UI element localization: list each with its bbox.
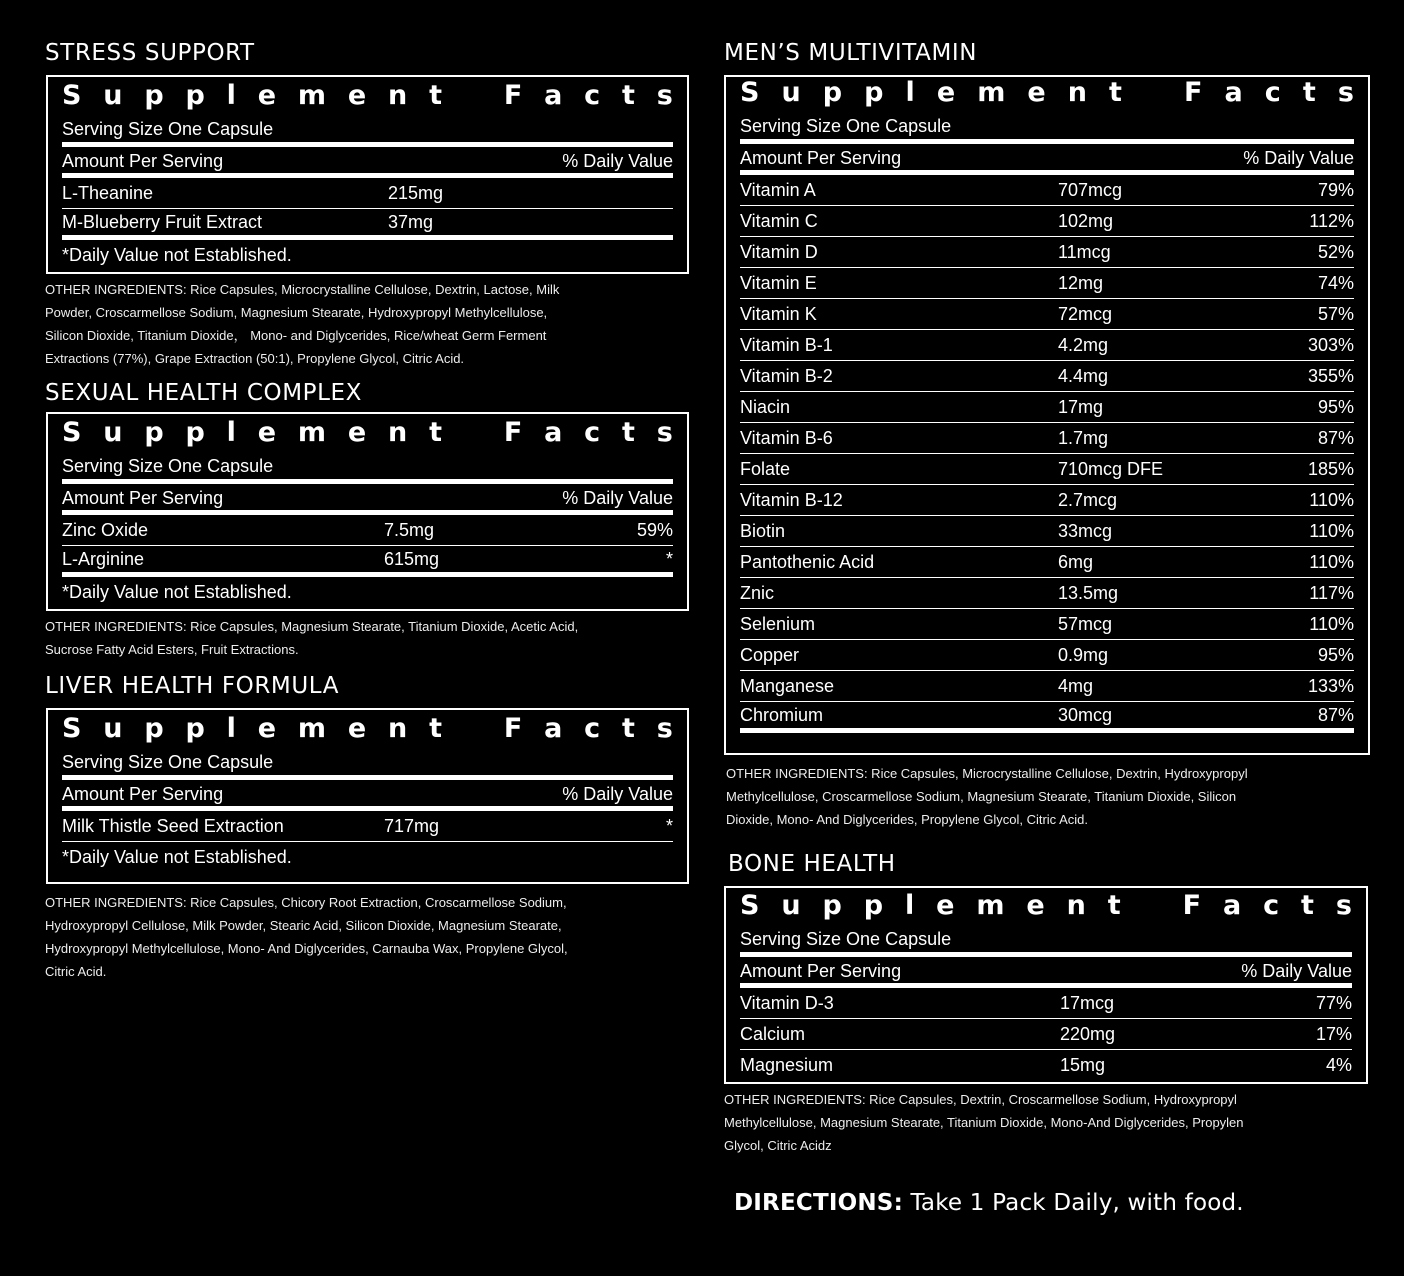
heading-letter: F [1184, 77, 1203, 108]
heading-letter: u [103, 417, 123, 448]
serving-size [62, 749, 673, 780]
nutrient-name: Zinc Oxide [62, 519, 149, 540]
section-title-liver-health: LIVER HEALTH FORMULA [45, 673, 340, 699]
nutrient-name: L-Arginine [62, 548, 145, 569]
heading-letter: e [936, 77, 956, 108]
nutrient-row [740, 516, 1354, 547]
heading-letter: t [1109, 77, 1122, 108]
nutrient-daily-value: 74% [1317, 272, 1354, 293]
ingredients-line: Sucrose Fatty Acid Esters, Fruit Extractions. [45, 642, 299, 657]
heading-letter: p [822, 77, 843, 108]
heading-letter: p [864, 77, 884, 108]
nutrient-name: Vitamin E [740, 272, 817, 293]
nutrient-amount: 7.5mg [384, 519, 435, 540]
heading-letter: n [388, 80, 408, 111]
nutrient-name: Calcium [740, 1023, 806, 1044]
heading-letter: l [226, 80, 236, 111]
nutrient-name: Vitamin A [740, 179, 816, 200]
nutrient-amount: 4.4mg [1058, 365, 1109, 386]
heading-letter: u [103, 80, 123, 111]
serving-size-text: Serving Size One Capsule [740, 115, 952, 136]
nutrient-daily-value: * [665, 548, 673, 569]
nutrient-daily-value: 110% [1309, 520, 1354, 541]
nutrient-daily-value: 355% [1307, 365, 1354, 386]
nutrient-name: Vitamin B-12 [740, 489, 843, 510]
supplement-facts-heading [740, 77, 1354, 108]
supplement-facts-mens [724, 75, 1370, 755]
heading-letter: e [257, 80, 277, 111]
supplement-facts-heading [62, 417, 673, 448]
nutrient-amount: 12mg [1058, 272, 1104, 293]
serving-size [62, 116, 673, 147]
heading-letter: s [656, 417, 673, 448]
amount-per-serving-label: Amount Per Serving [740, 147, 902, 168]
heading-letter: t [1107, 890, 1121, 921]
nutrient-row [740, 609, 1354, 640]
nutrient-name: Niacin [740, 396, 791, 417]
heading-letter: t [622, 80, 635, 111]
heading-letter: a [544, 417, 563, 448]
ingredients-line: OTHER INGREDIENTS: Rice Capsules, Dextrin, Croscarmellose Sodium, Hydroxypropyl [724, 1092, 1237, 1107]
ingredients-line: OTHER INGREDIENTS: Rice Capsules, Microcrystalline Cellulose, Dextrin, Hydroxypropyl [726, 766, 1248, 781]
nutrient-name: Magnesium [740, 1055, 834, 1075]
amount-per-serving-label: Amount Per Serving [740, 960, 902, 981]
nutrient-daily-value: * [665, 815, 673, 836]
heading-letter: p [822, 890, 842, 921]
footnote-text: *Daily Value not Established. [62, 582, 292, 602]
other-ingredients-stress [45, 278, 559, 370]
serving-size [740, 926, 1352, 957]
nutrient-amount: 4mg [1058, 675, 1094, 696]
nutrient-row [740, 423, 1354, 454]
nutrient-daily-value: 110% [1309, 489, 1354, 510]
heading-letter: a [1222, 890, 1242, 921]
nutrient-rows [62, 515, 673, 577]
heading-letter: e [1027, 77, 1046, 108]
heading-letter: m [976, 890, 1005, 921]
ingredients-line: Dioxide, Mono- And Diglycerides, Propylene Glycol, Citric Acid. [726, 812, 1088, 827]
heading-letter: c [584, 417, 601, 448]
nutrient-name: Vitamin K [740, 303, 817, 324]
nutrient-amount: 57mcg [1058, 613, 1113, 634]
heading-letter: m [977, 77, 1006, 108]
heading-letter: c [584, 80, 601, 111]
ingredients-line: Glycol, Citric Acidz [724, 1138, 832, 1153]
nutrient-rows [62, 811, 673, 842]
nutrient-daily-value: 59% [636, 519, 673, 540]
heading-letter: p [144, 80, 164, 111]
heading-letter: c [584, 713, 601, 744]
supplement-facts-liver [46, 708, 689, 884]
nutrient-amount: 615mg [384, 548, 440, 569]
daily-value-label: % Daily Value [562, 487, 673, 508]
heading-letter: m [297, 80, 327, 111]
amount-per-serving-label: Amount Per Serving [62, 150, 224, 171]
nutrient-daily-value: 87% [1317, 427, 1354, 448]
ingredients-line: Methylcellulose, Croscarmellose Sodium, Magnesium Stearate, Titanium Dioxide, Silicon [726, 789, 1237, 804]
nutrient-name: M-Blueberry Fruit Extract [62, 211, 263, 232]
nutrient-amount: 17mcg [1060, 992, 1115, 1013]
heading-letter: a [544, 713, 563, 744]
nutrient-row [740, 330, 1354, 361]
footnote [62, 240, 673, 271]
ingredients-line: Powder, Croscarmellose Sodium, Magnesium Stearate, Hydroxypropyl Methylcellulose, [45, 305, 548, 320]
heading-letter: S [62, 417, 82, 448]
nutrient-name: Folate [740, 458, 791, 479]
nutrient-daily-value: 17% [1315, 1023, 1352, 1044]
heading-letter: S [62, 80, 82, 111]
nutrient-amount: 710mcg DFE [1058, 458, 1164, 479]
nutrient-row [62, 209, 673, 240]
section-title-sexual-health: SEXUAL HEALTH COMPLEX [45, 380, 363, 406]
heading-letter: t [1302, 77, 1316, 108]
other-ingredients-liver [45, 891, 568, 983]
serving-size [62, 453, 673, 484]
ingredients-line: OTHER INGREDIENTS: Rice Capsules, Microcrystalline Cellulose, Dextrin, Lactose, Milk [45, 282, 560, 297]
nutrient-amount: 6mg [1058, 551, 1094, 572]
nutrient-amount: 15mg [1060, 1055, 1106, 1075]
nutrient-name: Biotin [740, 520, 786, 541]
nutrient-amount: 215mg [388, 182, 444, 203]
supplement-facts-heading [740, 890, 1352, 921]
nutrient-daily-value: 110% [1309, 613, 1354, 634]
nutrient-name: Vitamin D-3 [740, 992, 834, 1013]
heading-letter: F [503, 417, 523, 448]
heading-letter: p [185, 417, 205, 448]
nutrient-row [740, 454, 1354, 485]
nutrient-row [740, 361, 1354, 392]
heading-letter: F [503, 80, 523, 111]
serving-size-text: Serving Size One Capsule [62, 455, 274, 476]
heading-letter: u [781, 77, 801, 108]
section-title-mens-multivitamin: MEN’S MULTIVITAMIN [724, 40, 978, 66]
nutrient-amount: 33mcg [1058, 520, 1113, 541]
ingredients-line: Hydroxypropyl Methylcellulose, Mono- And Diglycerides, Carnauba Wax, Propylene Glycol, [45, 941, 568, 956]
nutrient-daily-value: 4% [1325, 1055, 1352, 1075]
other-ingredients-sexual [45, 615, 578, 661]
nutrient-name: Copper [740, 644, 800, 665]
nutrient-row [62, 811, 673, 842]
heading-letter: s [1337, 77, 1354, 108]
heading-letter: p [863, 890, 884, 921]
ingredients-line: Extractions (77%), Grape Extraction (50:1), Propylene Glycol, Citric Acid. [45, 351, 465, 366]
nutrient-daily-value: 52% [1317, 241, 1354, 262]
nutrient-row [740, 547, 1354, 578]
supplement-facts-sexual [46, 412, 689, 611]
serving-size-text: Serving Size One Capsule [740, 928, 952, 949]
nutrient-name: L-Theanine [62, 182, 154, 203]
nutrient-row [740, 640, 1354, 671]
footnote [62, 577, 673, 608]
heading-letter: p [185, 80, 205, 111]
nutrient-amount: 13.5mg [1058, 582, 1119, 603]
heading-letter: c [1264, 77, 1281, 108]
nutrient-amount: 30mcg [1058, 704, 1113, 725]
heading-letter: e [347, 713, 367, 744]
ingredients-line: Hydroxypropyl Cellulose, Milk Powder, Stearic Acid, Silicon Dioxide, Magnesium Stearate, [45, 918, 562, 933]
ingredients-line: Methylcellulose, Magnesium Stearate, Titanium Dioxide, Mono-And Diglycerides, Propylen [724, 1115, 1244, 1130]
heading-letter: p [144, 713, 164, 744]
nutrient-daily-value: 303% [1307, 334, 1354, 355]
nutrient-daily-value: 95% [1317, 644, 1354, 665]
directions-text: Take 1 Pack Daily, with food. [902, 1190, 1244, 1216]
nutrient-amount: 102mg [1058, 210, 1114, 231]
heading-letter: t [429, 713, 442, 744]
nutrient-row [740, 206, 1354, 237]
nutrient-amount: 0.9mg [1058, 644, 1109, 665]
nutrient-row [740, 702, 1354, 733]
amount-header [62, 484, 673, 515]
nutrient-daily-value: 57% [1317, 303, 1354, 324]
heading-letter: n [1066, 890, 1086, 921]
serving-size-text: Serving Size One Capsule [62, 751, 274, 772]
nutrient-name: Selenium [740, 613, 816, 634]
daily-value-label: % Daily Value [1243, 147, 1354, 168]
heading-letter: t [429, 417, 442, 448]
heading-letter: u [781, 890, 801, 921]
nutrient-amount: 220mg [1060, 1023, 1116, 1044]
ingredients-line: OTHER INGREDIENTS: Rice Capsules, Chicory Root Extraction, Croscarmellose Sodium, [45, 895, 567, 910]
footnote [62, 842, 673, 873]
nutrient-name: Znic [740, 582, 775, 603]
heading-letter: a [544, 80, 563, 111]
heading-letter: p [144, 417, 164, 448]
nutrient-row [740, 988, 1352, 1019]
heading-letter: u [103, 713, 123, 744]
supplement-facts-heading [62, 713, 673, 744]
heading-letter: F [503, 713, 523, 744]
nutrient-row [740, 671, 1354, 702]
nutrient-amount: 11mcg [1058, 241, 1111, 262]
nutrient-row [740, 299, 1354, 330]
nutrient-name: Vitamin D [740, 241, 818, 262]
nutrient-row [740, 175, 1354, 206]
nutrient-row [62, 515, 673, 546]
nutrient-row [740, 578, 1354, 609]
nutrient-name: Milk Thistle Seed Extraction [62, 815, 284, 836]
heading-letter: c [1263, 890, 1280, 921]
section-title-stress-support: STRESS SUPPORT [45, 40, 255, 66]
heading-letter: e [347, 80, 367, 111]
nutrient-daily-value: 79% [1317, 179, 1354, 200]
heading-letter: n [388, 713, 408, 744]
serving-size-text: Serving Size One Capsule [62, 118, 274, 139]
amount-header [62, 147, 673, 178]
nutrient-daily-value: 87% [1317, 704, 1354, 725]
amount-header [740, 957, 1352, 988]
nutrient-row [740, 485, 1354, 516]
amount-header [62, 780, 673, 811]
nutrient-daily-value: 117% [1309, 582, 1354, 603]
amount-per-serving-label: Amount Per Serving [62, 783, 224, 804]
heading-letter: t [622, 713, 635, 744]
heading-letter: s [656, 80, 673, 111]
nutrient-amount: 717mg [384, 815, 440, 836]
heading-letter: S [62, 713, 82, 744]
heading-letter: l [905, 77, 915, 108]
heading-letter: p [185, 713, 205, 744]
nutrient-daily-value: 185% [1307, 458, 1354, 479]
heading-letter: e [936, 890, 955, 921]
ingredients-line: Silicon Dioxide, Titanium Dioxide， Mono- and Diglycerides, Rice/wheat Germ Ferment [45, 328, 547, 343]
nutrient-name: Manganese [740, 675, 835, 696]
heading-letter: m [297, 713, 327, 744]
nutrient-amount: 1.7mg [1058, 427, 1109, 448]
heading-letter: l [904, 890, 915, 921]
nutrient-row [740, 237, 1354, 268]
heading-letter: s [1335, 890, 1352, 921]
footnote-text: *Daily Value not Established. [62, 245, 292, 265]
serving-size [740, 113, 1354, 144]
heading-letter: l [226, 713, 236, 744]
nutrient-name: Vitamin C [740, 210, 818, 231]
nutrient-daily-value: 95% [1317, 396, 1354, 417]
nutrient-rows [740, 988, 1352, 1081]
supplement-facts-stress [46, 75, 689, 274]
nutrient-amount: 17mg [1058, 396, 1104, 417]
amount-per-serving-label: Amount Per Serving [62, 487, 224, 508]
other-ingredients-bone [724, 1088, 1244, 1157]
nutrient-daily-value: 77% [1315, 992, 1352, 1013]
other-ingredients-mens [726, 762, 1248, 831]
heading-letter: t [622, 417, 635, 448]
nutrient-daily-value: 112% [1309, 210, 1354, 231]
nutrient-amount: 37mg [388, 211, 434, 232]
heading-letter: n [388, 417, 408, 448]
heading-letter: e [257, 417, 277, 448]
heading-letter: m [297, 417, 327, 448]
heading-letter: F [1182, 890, 1202, 921]
nutrient-daily-value: 110% [1309, 551, 1354, 572]
directions [734, 1190, 1244, 1216]
footnote-text: *Daily Value not Established. [62, 847, 292, 867]
nutrient-row [740, 268, 1354, 299]
heading-letter: t [1301, 890, 1314, 921]
supplement-facts-heading [62, 80, 673, 111]
heading-letter: S [740, 890, 760, 921]
nutrient-row [740, 1050, 1352, 1081]
daily-value-label: % Daily Value [1241, 960, 1352, 981]
section-title-bone-health: BONE HEALTH [728, 851, 896, 877]
nutrient-daily-value: 133% [1307, 675, 1354, 696]
nutrient-rows [62, 178, 673, 240]
heading-letter: e [1026, 890, 1045, 921]
amount-header [740, 144, 1354, 175]
nutrient-amount: 2.7mcg [1058, 489, 1118, 510]
nutrient-row [62, 546, 673, 577]
nutrient-name: Vitamin B-6 [740, 427, 833, 448]
daily-value-label: % Daily Value [562, 150, 673, 171]
nutrient-amount: 4.2mg [1058, 334, 1109, 355]
heading-letter: a [1224, 77, 1243, 108]
nutrient-name: Pantothenic Acid [740, 551, 875, 572]
nutrient-name: Chromium [740, 704, 824, 725]
nutrient-amount: 72mcg [1058, 303, 1113, 324]
heading-letter: n [1067, 77, 1087, 108]
nutrient-amount: 707mcg [1058, 179, 1123, 200]
heading-letter: l [226, 417, 236, 448]
nutrient-row [740, 1019, 1352, 1050]
heading-letter: e [257, 713, 277, 744]
ingredients-line: OTHER INGREDIENTS: Rice Capsules, Magnesium Stearate, Titanium Dioxide, Acetic Acid, [45, 619, 579, 634]
supplement-facts-bone [724, 886, 1368, 1084]
nutrient-row [62, 178, 673, 209]
heading-letter: S [740, 77, 760, 108]
heading-letter: t [429, 80, 442, 111]
nutrient-rows [740, 175, 1354, 733]
heading-letter: s [656, 713, 673, 744]
nutrient-name: Vitamin B-1 [740, 334, 833, 355]
directions-label: DIRECTIONS: [734, 1190, 903, 1216]
daily-value-label: % Daily Value [562, 783, 673, 804]
ingredients-line: Citric Acid. [45, 964, 107, 979]
nutrient-row [740, 392, 1354, 423]
heading-letter: e [347, 417, 367, 448]
nutrient-name: Vitamin B-2 [740, 365, 833, 386]
